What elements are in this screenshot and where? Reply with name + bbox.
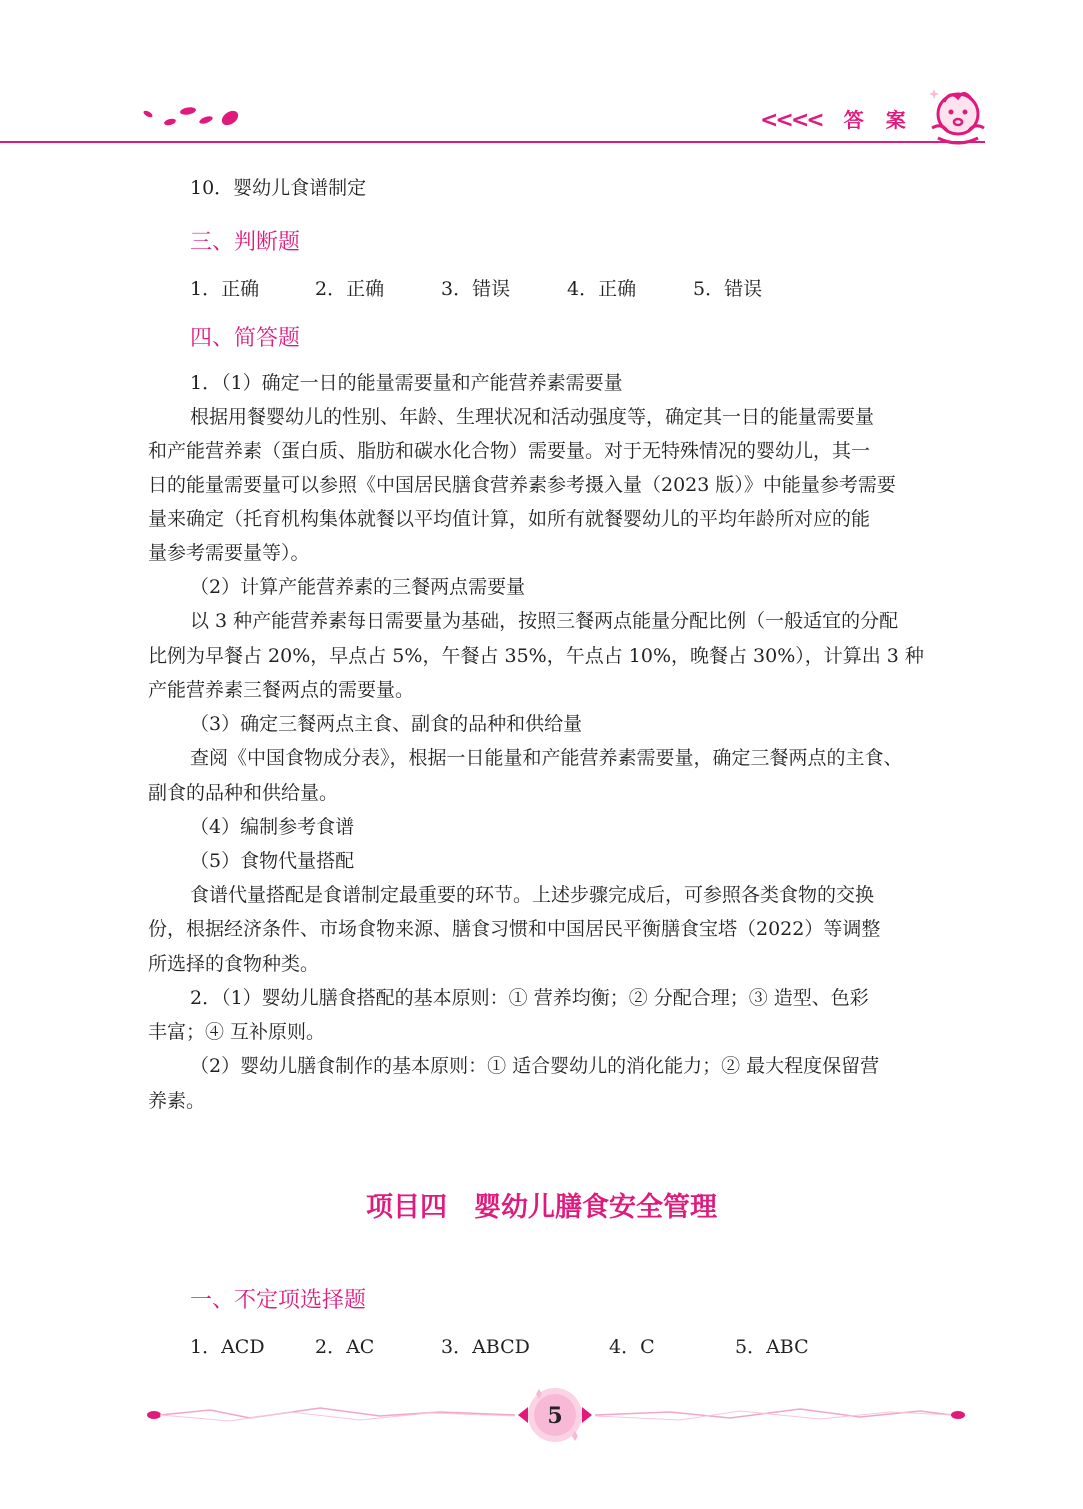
page-number: 5 — [547, 1403, 563, 1429]
mc-answer-3: 3．ABCD — [441, 1336, 530, 1358]
short-answer-line: 2．（1）婴幼儿膳食搭配的基本原则：① 营养均衡；② 分配合理；③ 造型、色彩 — [190, 987, 869, 1009]
mc-answer-4: 4．C — [609, 1336, 655, 1358]
short-answer-line: 1．（1）确定一日的能量需要量和产能营养素需要量 — [190, 372, 623, 394]
header-divider — [0, 141, 985, 143]
short-answer-line: （5）食物代量搭配 — [190, 850, 355, 872]
mc-answer-1: 1．ACD — [190, 1336, 265, 1358]
tf-answer-3: 3．错误 — [441, 278, 511, 300]
header-answer-label — [760, 104, 930, 138]
short-answer-line: 量来确定（托育机构集体就餐以平均值计算，如所有就餐婴幼儿的平均年龄所对应的能 — [148, 508, 871, 530]
short-answer-line: 根据用餐婴幼儿的性别、年龄、生理状况和活动强度等，确定其一日的能量需要量 — [190, 406, 875, 428]
short-answer-line: （4）编制参考食谱 — [190, 816, 355, 838]
short-answer-line: 养素。 — [148, 1090, 206, 1112]
answer-text: 答案 — [843, 108, 928, 132]
section-title-multiple-choice: 一、不定项选择题 — [190, 1288, 367, 1313]
prev-item-10: 10．婴幼儿食谱制定 — [190, 177, 367, 199]
short-answer-line: 产能营养素三餐两点的需要量。 — [148, 679, 415, 701]
short-answer-line: 食谱代量搭配是食谱制定最重要的环节。上述步骤完成后，可参照各类食物的交换 — [190, 884, 875, 906]
project-title: 项目四 婴幼儿膳食安全管理 — [366, 1192, 717, 1223]
short-answer-line: 量参考需要量等）。 — [148, 542, 310, 564]
short-answer-line: 比例为早餐占 20%，早点占 5%，午餐占 35%，午点占 10%，晚餐占 30%），计算出 3 种 — [148, 645, 924, 667]
short-answer-line: 日的能量需要量可以参照《中国居民膳食营养素参考摄入量（2023 版）》中能量参考需要 — [148, 474, 896, 496]
mc-answer-5: 5．ABC — [735, 1336, 809, 1358]
short-answer-line: 所选择的食物种类。 — [148, 953, 320, 975]
short-answer-line: 查阅《中国食物成分表》，根据一日能量和产能营养素需要量，确定三餐两点的主食、 — [190, 747, 903, 769]
section-title-true-false: 三、判断题 — [190, 230, 301, 255]
short-answer-line: （2）计算产能营养素的三餐两点需要量 — [190, 576, 526, 598]
section-title-short-answer: 四、简答题 — [190, 326, 301, 351]
baby-face-icon — [924, 84, 990, 146]
short-answer-line: 丰富；④ 互补原则。 — [148, 1021, 326, 1043]
short-answer-line: 以 3 种产能营养素每日需要量为基础，按照三餐两点能量分配比例（一般适宜的分配 — [190, 610, 899, 632]
tf-answer-4: 4．正确 — [567, 278, 637, 300]
mc-answer-2: 2．AC — [315, 1336, 375, 1358]
short-answer-line: 和产能营养素（蛋白质、脂肪和碳水化合物）需要量。对于无特殊情况的婴幼儿，其一 — [148, 440, 871, 462]
tf-answer-5: 5．错误 — [693, 278, 763, 300]
short-answer-line: 份，根据经济条件、市场食物来源、膳食习惯和中国居民平衡膳食宝塔（2022）等调整 — [148, 918, 881, 940]
tf-answer-1: 1．正确 — [190, 278, 260, 300]
chevron-left-icon: <<<< — [760, 108, 822, 133]
short-answer-line: （3）确定三餐两点主食、副食的品种和供给量 — [190, 713, 583, 735]
tf-answer-2: 2．正确 — [315, 278, 385, 300]
petal-decoration-icon — [140, 100, 250, 140]
short-answer-line: （2）婴幼儿膳食制作的基本原则：① 适合婴幼儿的消化能力；② 最大程度保留营 — [190, 1055, 880, 1077]
short-answer-line: 副食的品种和供给量。 — [148, 782, 339, 804]
